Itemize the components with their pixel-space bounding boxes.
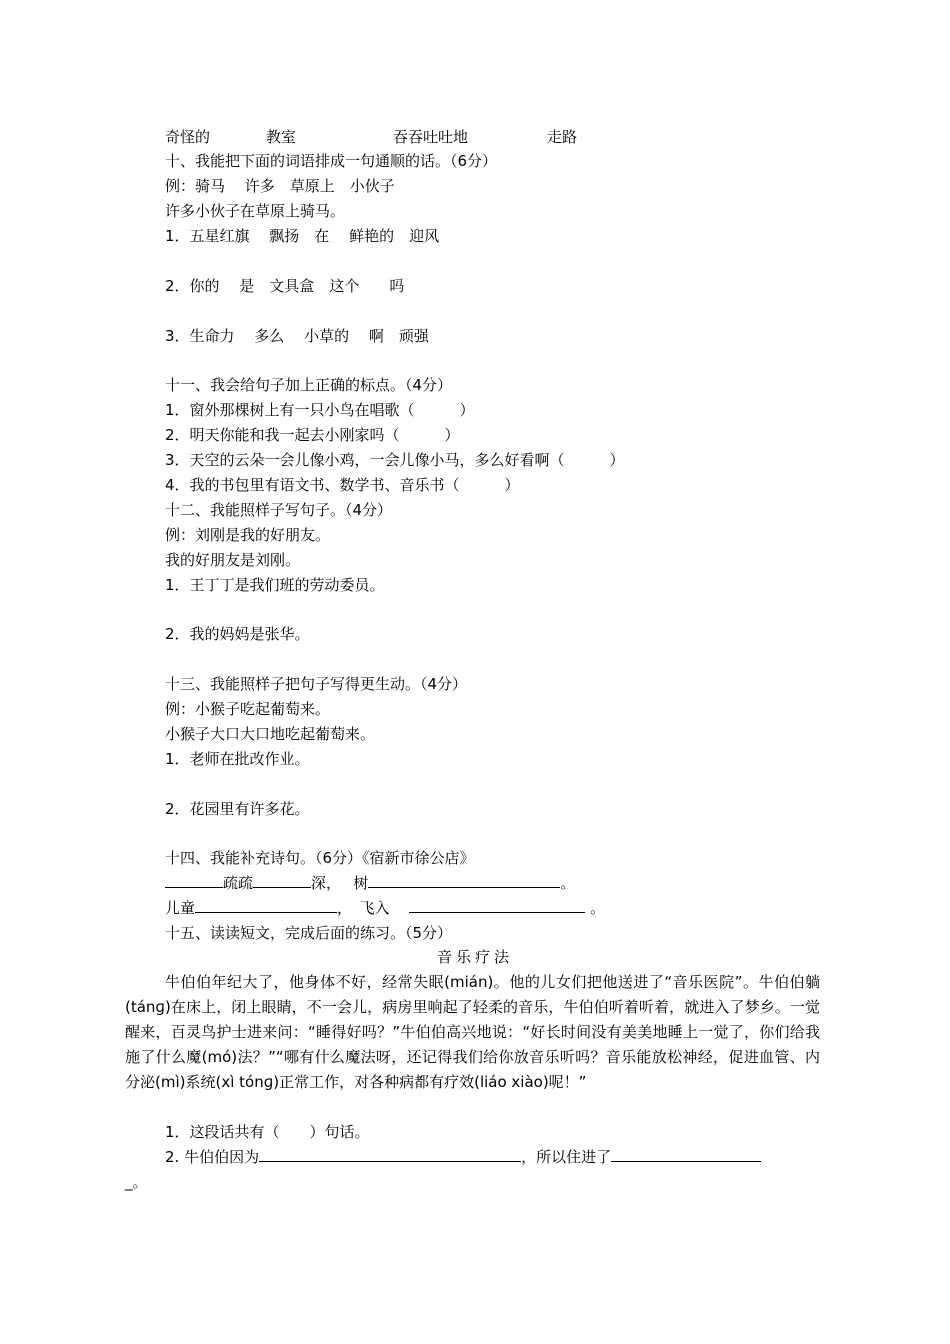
blank-line[interactable] [259,1147,521,1162]
blank-line[interactable] [368,873,560,888]
section-10-example-answer: 许多小伙子在草原上骑马。 [165,202,346,220]
section-13-heading: 十三、我能照样子把句子写得更生动。（4分） [165,675,468,693]
blank-line[interactable] [253,873,311,888]
blank-line[interactable] [165,873,223,888]
word-item: 吞吞吐吐地 [393,128,469,146]
blank-line[interactable] [195,898,337,913]
word-row [165,127,765,147]
word-item: 走路 [547,128,578,146]
section-12-item: 2．我的妈妈是张华。 [165,625,310,643]
section-11-item: 3．天空的云朵一会儿像小鸡，一会儿像小马，多么好看啊（ ） [165,451,625,469]
section-11-heading: 十一、我会给句子加上正确的标点。（4分） [165,376,453,394]
section-10-example: 例：骑马 许多 草原上 小伙子 [165,177,395,195]
word-item: 教室 [266,128,297,146]
poem-line-1: 疏疏 深， 树 。 [165,873,575,893]
section-10-item: 1．五星红旗 飘扬 在 鲜艳的 迎风 [165,227,440,245]
section-11-item: 2．明天你能和我一起去小刚家吗（ ） [165,426,460,444]
section-14-heading: 十四、我能补充诗句。（6分）《宿新市徐公店》 [165,849,475,867]
section-11-item: 1．窗外那棵树上有一只小鸟在唱歌（ ） [165,401,475,419]
poem-line-2: 儿童 ， 飞入 。 [165,899,606,917]
word-item: 奇怪的 [165,128,211,146]
section-13-item: 2．花园里有许多花。 [165,800,310,818]
passage-title: 音乐疗法 [436,948,513,966]
section-11-item: 4．我的书包里有语文书、数学书、音乐书（ ） [165,476,520,494]
section-13-item: 1．老师在批改作业。 [165,750,310,768]
section-15-heading: 十五、读读短文，完成后面的练习。（5分） [165,924,453,942]
question-2: 2. 牛伯伯因为 ，所以住进了 [165,1147,761,1167]
blank-line[interactable] [409,898,585,913]
section-10-item: 3．生命力 多么 小草的 啊 顽强 [165,327,429,345]
section-13-example: 例：小猴子吃起葡萄来。 [165,700,331,718]
section-13-example-answer: 小猴子大口大口地吃起葡萄来。 [165,725,376,743]
passage-text: 牛伯伯年纪大了，他身体不好，经常失眠(mián)。他的儿女们把他送进了“音乐医院”。牛伯伯躺(tánɡ)在床上，闭上眼睛，不一会儿，病房里响起了轻柔的音乐，牛伯伯听着听着，就进入了梦乡。一觉醒来，百灵鸟护士进来问：“睡得好吗？”牛伯伯高兴地说：“好长时间没有美美地睡上一觉了，你们给我施了什么魔(mó)法？”“哪有什么魔法呀，还记得我们给你放音乐听吗？音乐能放松神经，促进血管、内分泌(mì)系统(xì tónɡ)正常工作，对各种病都有疗效(liáo xiào)呢！” [125,973,820,1091]
question-2-continuation: _。 [125,1173,148,1191]
blank-line[interactable] [611,1147,761,1162]
section-10-item: 2．你的 是 文具盒 这个 吗 [165,277,405,295]
section-12-example: 例：刘刚是我的好朋友。 [165,526,331,544]
section-12-item: 1．王丁丁是我们班的劳动委员。 [165,576,385,594]
question-1: 1．这段话共有（ ）句话。 [165,1123,370,1141]
section-12-heading: 十二、我能照样子写句子。（4分） [165,501,393,519]
section-10-heading: 十、我能把下面的词语排成一句通顺的话。（6分） [165,152,498,170]
section-12-example-answer: 我的好朋友是刘刚。 [165,551,301,569]
